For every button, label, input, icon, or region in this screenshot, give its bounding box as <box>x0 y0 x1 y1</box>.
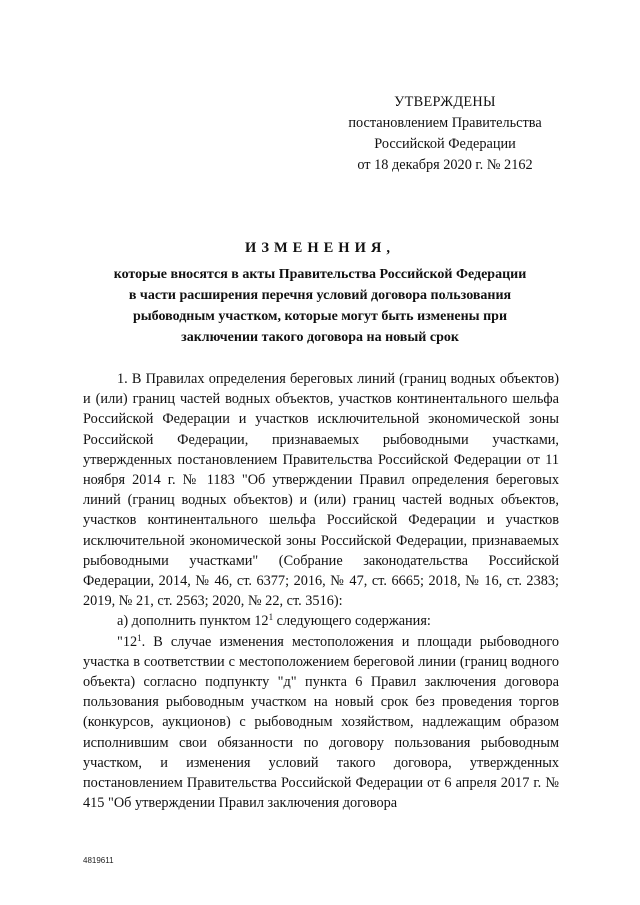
paragraph-3-text: "12 <box>117 633 138 650</box>
superscript: 1 <box>268 612 274 623</box>
paragraph-1: 1. В Правилах определения береговых линий (границ водных объектов) и (или) границ частей водных объектов, участков континентального шельфа Российской Федерации и участков исключительной экономической зоны Российской Федерации, признаваемых рыбоводными участками, утвержденных постановлением Правительства Российской Федерации от 11 ноября 2014 г. № 1183 "Об утверждении Правил определения береговых линий (границ водных объектов) и (или) границ частей водных объектов, участков континентального шельфа Российской Федерации и участков исключительной экономической зоны Российской Федерации, признаваемых рыбоводными участками" (Собрание законодательства Российской Федерации, 2014, № 46, ст. 6377; 2016, № 47, ст. 6665; 2018, № 16, ст. 2383; 2019, № 21, ст. 2563; 2020, № 22, ст. 3516): <box>83 371 559 610</box>
paragraph-2-text: а) дополнить пунктом 12 <box>117 613 269 630</box>
subtitle-line: заключении такого договора на новый срок <box>181 330 459 345</box>
subtitle-line: в части расширения перечня условий договора пользования <box>128 288 512 303</box>
document-subtitle <box>80 264 560 348</box>
paragraph-2-text: следующего содержания: <box>273 613 431 630</box>
approval-line-date-number: от 18 декабря 2020 г. № 2162 <box>357 157 533 173</box>
paragraph-3 <box>83 632 559 814</box>
paragraph-2 <box>83 611 559 631</box>
superscript: 1 <box>137 632 142 643</box>
paragraph-3-text: . В случае изменения местоположения и площади рыбоводного участка в соответствии с местоположением береговой линии (границ водного объекта) согласно подпункту "д" пункта 6 Правил заключения договора пользования рыбоводным участком на новый срок без проведения торгов (конкурсов, аукционов) с рыбоводным хозяйством, надлежащим образом исполнившим свои обязанности по договору пользования рыбоводным участком, и изменения условий такого договора, утвержденных постановлением Правительства Российской Федерации от 6 апреля 2017 г. № 415 "Об утверждении Правил заключения договора <box>83 633 559 812</box>
approval-heading: УТВЕРЖДЕНЫ <box>394 94 496 110</box>
approval-line-government: Российской Федерации <box>374 136 516 152</box>
footer-doc-number: 4819611 <box>83 856 114 865</box>
subtitle-line: которые вносятся в акты Правительства Российской Федерации <box>113 267 527 282</box>
document-body <box>83 369 559 813</box>
subtitle-line: рыбоводным участком, которые могут быть изменены при <box>132 309 508 324</box>
document-title: ИЗМЕНЕНИЯ, <box>245 240 395 256</box>
approval-line-decree: постановлением Правительства <box>348 115 542 131</box>
approval-block <box>330 92 560 176</box>
